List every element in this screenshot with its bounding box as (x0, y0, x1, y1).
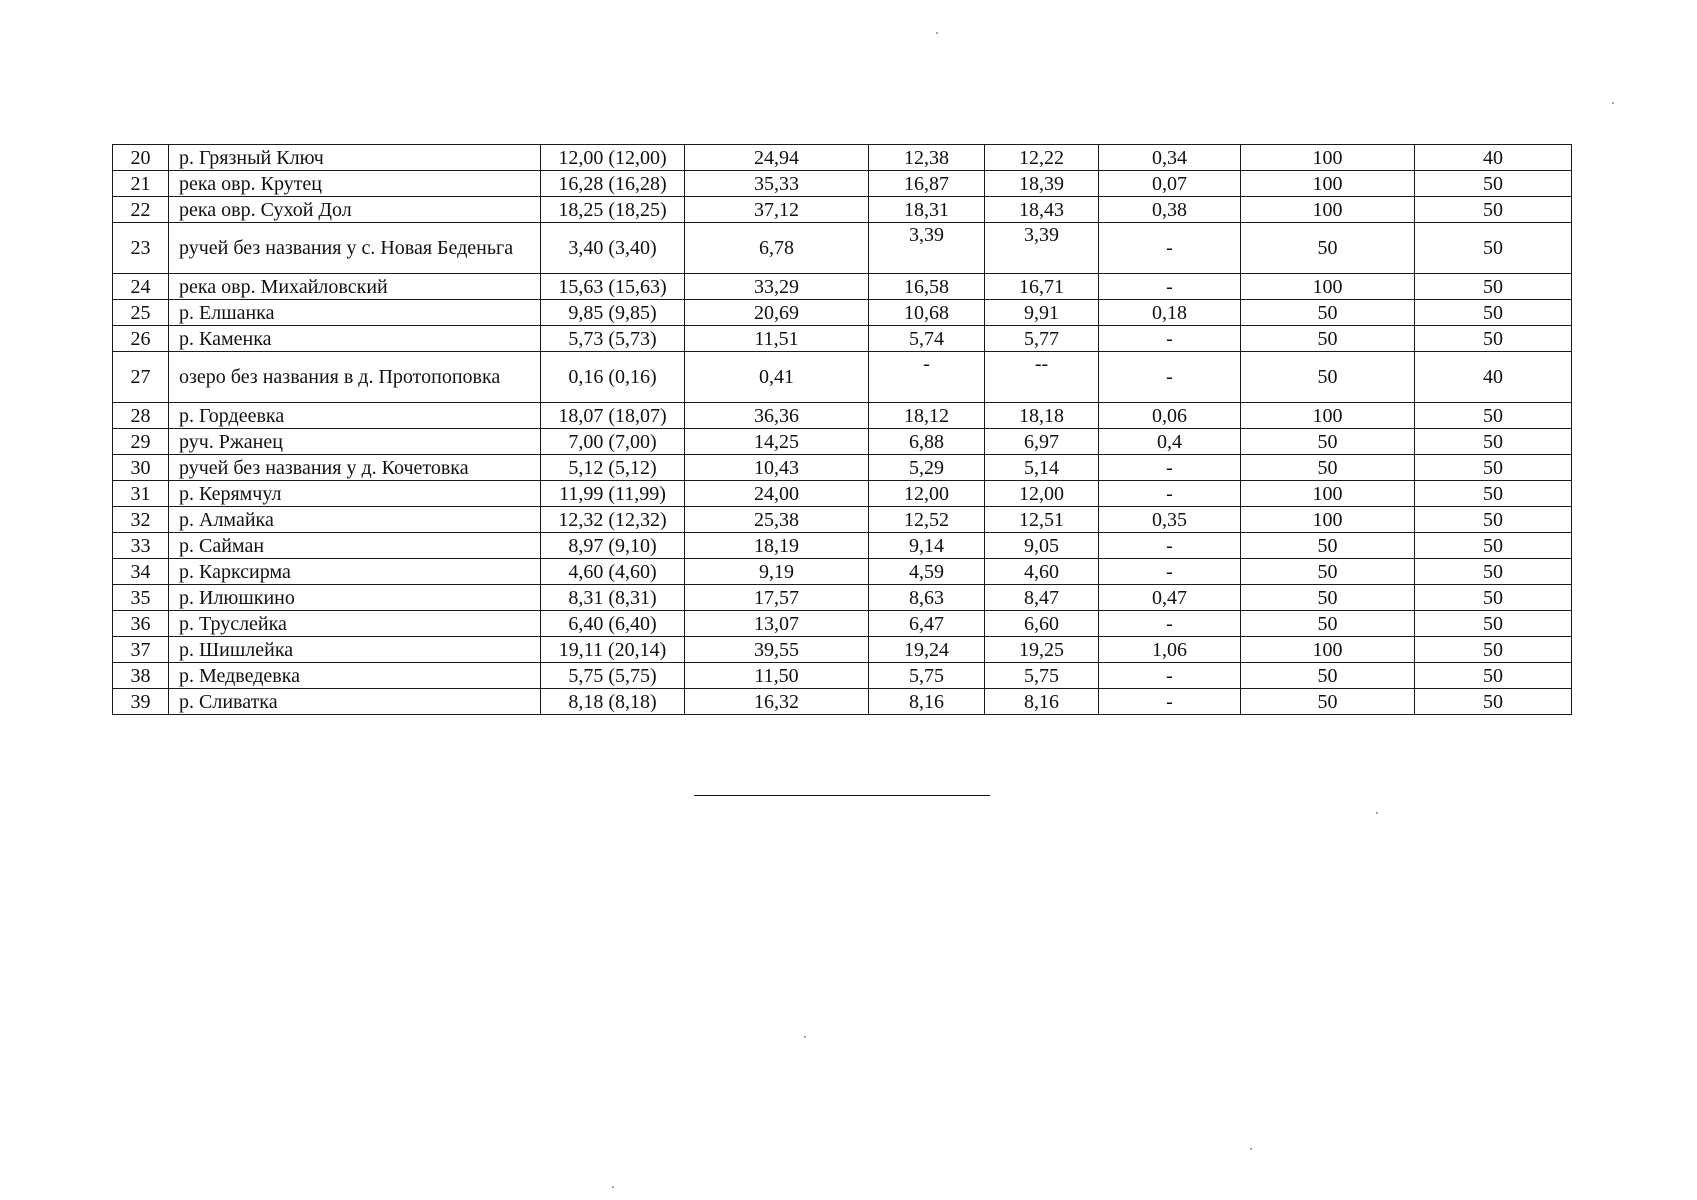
table-row (113, 585, 1572, 611)
table-row (113, 637, 1572, 663)
water-body-name-cell: р. Медведевка (169, 663, 541, 689)
scan-speck (804, 1036, 806, 1038)
value-cell-4: 18,43 (985, 197, 1099, 223)
row-number-cell: 27 (113, 352, 169, 403)
value-cell-3: 5,74 (869, 326, 985, 352)
water-body-name-cell: р. Грязный Ключ (169, 145, 541, 171)
value-cell-6: 100 (1241, 171, 1415, 197)
value-cell-7: 50 (1415, 403, 1572, 429)
value-cell-3: 12,38 (869, 145, 985, 171)
row-number-cell: 38 (113, 663, 169, 689)
value-cell-7: 50 (1415, 559, 1572, 585)
value-cell-5: 0,34 (1099, 145, 1241, 171)
value-cell-6: 50 (1241, 429, 1415, 455)
value-cell-5: - (1099, 663, 1241, 689)
value-cell-7: 50 (1415, 197, 1572, 223)
value-cell-5: 0,07 (1099, 171, 1241, 197)
value-cell-1: 0,16 (0,16) (541, 352, 685, 403)
value-cell-5: - (1099, 455, 1241, 481)
value-cell-7: 50 (1415, 274, 1572, 300)
table-row (113, 481, 1572, 507)
value-cell-2: 24,94 (685, 145, 869, 171)
value-cell-5: 0,47 (1099, 585, 1241, 611)
value-cell-4: 6,60 (985, 611, 1099, 637)
value-cell-5: - (1099, 481, 1241, 507)
value-cell-7: 50 (1415, 300, 1572, 326)
water-body-name-cell: река овр. Михайловский (169, 274, 541, 300)
table-row (113, 223, 1572, 274)
value-cell-6: 100 (1241, 403, 1415, 429)
table-row (113, 197, 1572, 223)
value-cell-6: 100 (1241, 637, 1415, 663)
value-cell-7: 50 (1415, 611, 1572, 637)
value-cell-2: 14,25 (685, 429, 869, 455)
value-cell-2: 9,19 (685, 559, 869, 585)
table-row (113, 326, 1572, 352)
table-row (113, 455, 1572, 481)
value-cell-6: 100 (1241, 145, 1415, 171)
end-of-table-rule (694, 795, 990, 796)
value-cell-3: 19,24 (869, 637, 985, 663)
value-cell-4: 4,60 (985, 559, 1099, 585)
value-cell-2: 20,69 (685, 300, 869, 326)
value-cell-2: 39,55 (685, 637, 869, 663)
value-cell-4: 12,22 (985, 145, 1099, 171)
value-cell-1: 7,00 (7,00) (541, 429, 685, 455)
water-body-name-cell: р. Алмайка (169, 507, 541, 533)
water-body-name-cell: озеро без названия в д. Протопоповка (169, 352, 541, 403)
value-cell-6: 50 (1241, 326, 1415, 352)
value-cell-5: - (1099, 274, 1241, 300)
water-body-name-cell: р. Шишлейка (169, 637, 541, 663)
value-cell-4: 5,14 (985, 455, 1099, 481)
value-cell-2: 0,41 (685, 352, 869, 403)
value-cell-6: 100 (1241, 274, 1415, 300)
value-cell-4: 6,97 (985, 429, 1099, 455)
value-cell-3: 6,47 (869, 611, 985, 637)
water-body-name-cell: ручей без названия у с. Новая Беденьга (169, 223, 541, 274)
water-body-name-cell: река овр. Крутец (169, 171, 541, 197)
value-cell-3: - (869, 352, 985, 403)
value-cell-7: 40 (1415, 352, 1572, 403)
table-row (113, 429, 1572, 455)
value-cell-1: 16,28 (16,28) (541, 171, 685, 197)
scan-speck (1376, 812, 1378, 814)
value-cell-3: 6,88 (869, 429, 985, 455)
value-cell-7: 50 (1415, 455, 1572, 481)
row-number-cell: 34 (113, 559, 169, 585)
row-number-cell: 32 (113, 507, 169, 533)
value-cell-1: 5,12 (5,12) (541, 455, 685, 481)
value-cell-6: 50 (1241, 689, 1415, 715)
row-number-cell: 35 (113, 585, 169, 611)
value-cell-6: 50 (1241, 300, 1415, 326)
row-number-cell: 22 (113, 197, 169, 223)
value-cell-4: 12,51 (985, 507, 1099, 533)
value-cell-2: 25,38 (685, 507, 869, 533)
value-cell-3: 16,87 (869, 171, 985, 197)
value-cell-2: 13,07 (685, 611, 869, 637)
value-cell-1: 15,63 (15,63) (541, 274, 685, 300)
water-body-name-cell: руч. Ржанец (169, 429, 541, 455)
value-cell-4: 9,91 (985, 300, 1099, 326)
value-cell-3: 10,68 (869, 300, 985, 326)
value-cell-4: 5,77 (985, 326, 1099, 352)
value-cell-2: 11,50 (685, 663, 869, 689)
value-cell-5: 1,06 (1099, 637, 1241, 663)
value-cell-2: 35,33 (685, 171, 869, 197)
value-cell-7: 50 (1415, 533, 1572, 559)
value-cell-2: 18,19 (685, 533, 869, 559)
water-body-name-cell: р. Карксирма (169, 559, 541, 585)
table-body (113, 145, 1572, 715)
value-cell-6: 100 (1241, 507, 1415, 533)
water-body-name-cell: р. Илюшкино (169, 585, 541, 611)
table-row (113, 145, 1572, 171)
scan-speck (612, 1186, 614, 1188)
value-cell-4: 8,47 (985, 585, 1099, 611)
row-number-cell: 28 (113, 403, 169, 429)
value-cell-5: 0,06 (1099, 403, 1241, 429)
value-cell-6: 50 (1241, 223, 1415, 274)
value-cell-7: 50 (1415, 481, 1572, 507)
value-cell-7: 50 (1415, 585, 1572, 611)
value-cell-6: 50 (1241, 663, 1415, 689)
value-cell-3: 4,59 (869, 559, 985, 585)
value-cell-6: 50 (1241, 455, 1415, 481)
value-cell-3: 16,58 (869, 274, 985, 300)
row-number-cell: 26 (113, 326, 169, 352)
value-cell-6: 50 (1241, 559, 1415, 585)
table-row (113, 403, 1572, 429)
value-cell-3: 5,75 (869, 663, 985, 689)
value-cell-7: 40 (1415, 145, 1572, 171)
value-cell-3: 5,29 (869, 455, 985, 481)
water-body-name-cell: ручей без названия у д. Кочетовка (169, 455, 541, 481)
row-number-cell: 29 (113, 429, 169, 455)
value-cell-2: 10,43 (685, 455, 869, 481)
value-cell-5: 0,18 (1099, 300, 1241, 326)
value-cell-5: - (1099, 352, 1241, 403)
water-body-name-cell: р. Гордеевка (169, 403, 541, 429)
value-cell-2: 11,51 (685, 326, 869, 352)
value-cell-6: 50 (1241, 611, 1415, 637)
value-cell-3: 8,63 (869, 585, 985, 611)
row-number-cell: 33 (113, 533, 169, 559)
value-cell-2: 24,00 (685, 481, 869, 507)
value-cell-1: 9,85 (9,85) (541, 300, 685, 326)
row-number-cell: 21 (113, 171, 169, 197)
row-number-cell: 39 (113, 689, 169, 715)
value-cell-4: 8,16 (985, 689, 1099, 715)
value-cell-4: 9,05 (985, 533, 1099, 559)
table-row (113, 559, 1572, 585)
value-cell-5: - (1099, 689, 1241, 715)
scan-speck (936, 32, 938, 34)
value-cell-3: 8,16 (869, 689, 985, 715)
scan-speck (1250, 1148, 1252, 1150)
water-body-name-cell: река овр. Сухой Дол (169, 197, 541, 223)
value-cell-7: 50 (1415, 663, 1572, 689)
value-cell-2: 17,57 (685, 585, 869, 611)
value-cell-3: 9,14 (869, 533, 985, 559)
value-cell-1: 11,99 (11,99) (541, 481, 685, 507)
value-cell-4: 5,75 (985, 663, 1099, 689)
table-row (113, 300, 1572, 326)
row-number-cell: 20 (113, 145, 169, 171)
value-cell-4: 16,71 (985, 274, 1099, 300)
value-cell-3: 3,39 (869, 223, 985, 274)
water-body-name-cell: р. Сливатка (169, 689, 541, 715)
water-bodies-table (112, 144, 1572, 715)
value-cell-2: 37,12 (685, 197, 869, 223)
table-row (113, 171, 1572, 197)
value-cell-4: 12,00 (985, 481, 1099, 507)
table-row (113, 689, 1572, 715)
row-number-cell: 25 (113, 300, 169, 326)
water-body-name-cell: р. Сайман (169, 533, 541, 559)
row-number-cell: 31 (113, 481, 169, 507)
value-cell-5: - (1099, 223, 1241, 274)
value-cell-1: 5,73 (5,73) (541, 326, 685, 352)
table-row (113, 663, 1572, 689)
value-cell-6: 100 (1241, 481, 1415, 507)
water-body-name-cell: р. Елшанка (169, 300, 541, 326)
value-cell-7: 50 (1415, 507, 1572, 533)
value-cell-7: 50 (1415, 171, 1572, 197)
row-number-cell: 23 (113, 223, 169, 274)
value-cell-6: 50 (1241, 533, 1415, 559)
value-cell-4: -- (985, 352, 1099, 403)
value-cell-6: 100 (1241, 197, 1415, 223)
value-cell-4: 19,25 (985, 637, 1099, 663)
value-cell-2: 6,78 (685, 223, 869, 274)
row-number-cell: 24 (113, 274, 169, 300)
row-number-cell: 37 (113, 637, 169, 663)
row-number-cell: 30 (113, 455, 169, 481)
value-cell-1: 8,31 (8,31) (541, 585, 685, 611)
value-cell-2: 36,36 (685, 403, 869, 429)
scan-speck (1612, 102, 1614, 104)
value-cell-3: 18,12 (869, 403, 985, 429)
value-cell-1: 18,25 (18,25) (541, 197, 685, 223)
value-cell-5: - (1099, 611, 1241, 637)
value-cell-4: 3,39 (985, 223, 1099, 274)
value-cell-1: 18,07 (18,07) (541, 403, 685, 429)
value-cell-1: 3,40 (3,40) (541, 223, 685, 274)
water-body-name-cell: р. Труслейка (169, 611, 541, 637)
value-cell-3: 12,52 (869, 507, 985, 533)
value-cell-7: 50 (1415, 429, 1572, 455)
value-cell-3: 18,31 (869, 197, 985, 223)
value-cell-3: 12,00 (869, 481, 985, 507)
table-row (113, 611, 1572, 637)
table-row (113, 274, 1572, 300)
value-cell-7: 50 (1415, 689, 1572, 715)
water-body-name-cell: р. Керямчул (169, 481, 541, 507)
row-number-cell: 36 (113, 611, 169, 637)
value-cell-4: 18,18 (985, 403, 1099, 429)
value-cell-1: 4,60 (4,60) (541, 559, 685, 585)
value-cell-1: 8,18 (8,18) (541, 689, 685, 715)
table-row (113, 533, 1572, 559)
value-cell-2: 33,29 (685, 274, 869, 300)
value-cell-5: - (1099, 533, 1241, 559)
value-cell-1: 12,00 (12,00) (541, 145, 685, 171)
value-cell-1: 12,32 (12,32) (541, 507, 685, 533)
value-cell-6: 50 (1241, 352, 1415, 403)
value-cell-5: 0,38 (1099, 197, 1241, 223)
value-cell-5: - (1099, 326, 1241, 352)
water-body-name-cell: р. Каменка (169, 326, 541, 352)
table-row (113, 507, 1572, 533)
value-cell-5: 0,35 (1099, 507, 1241, 533)
value-cell-7: 50 (1415, 637, 1572, 663)
value-cell-5: 0,4 (1099, 429, 1241, 455)
table-row (113, 352, 1572, 403)
value-cell-5: - (1099, 559, 1241, 585)
value-cell-4: 18,39 (985, 171, 1099, 197)
value-cell-1: 8,97 (9,10) (541, 533, 685, 559)
value-cell-1: 5,75 (5,75) (541, 663, 685, 689)
value-cell-1: 6,40 (6,40) (541, 611, 685, 637)
value-cell-7: 50 (1415, 223, 1572, 274)
value-cell-2: 16,32 (685, 689, 869, 715)
value-cell-7: 50 (1415, 326, 1572, 352)
value-cell-1: 19,11 (20,14) (541, 637, 685, 663)
value-cell-6: 50 (1241, 585, 1415, 611)
